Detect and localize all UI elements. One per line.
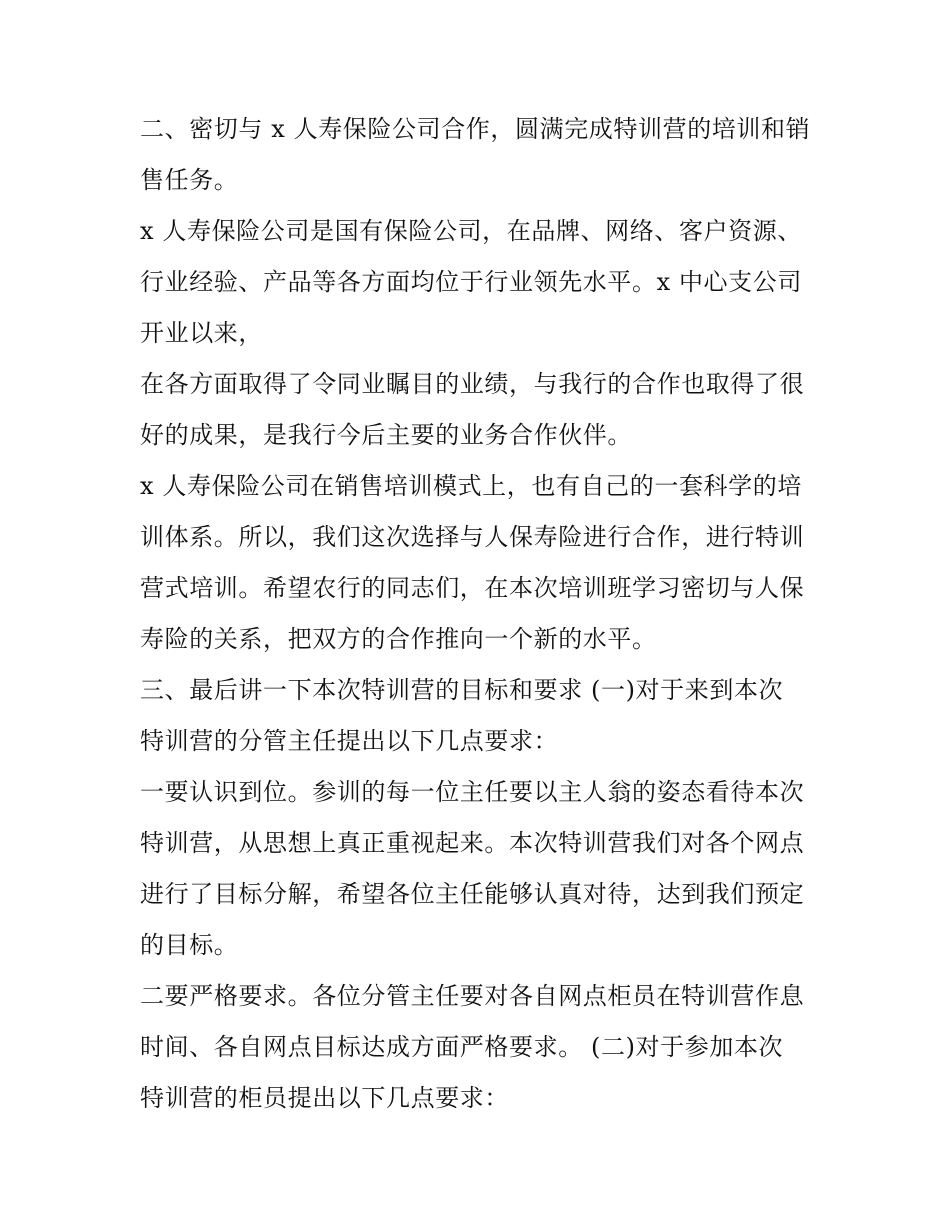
document-body (140, 104, 830, 1124)
text-line: 寿险的关系，把双方的合作推向一个新的水平。 (140, 625, 657, 653)
text-line: 进行了目标分解，希望各位主任能够认真对待，达到我们预定 (140, 880, 805, 908)
text-line: 特训营的柜员提出以下几点要求： (140, 1084, 509, 1112)
text-line: 开业以来， (140, 319, 263, 347)
text-line: 行业经验、产品等各方面均位于行业领先水平。x 中心支公司 (140, 268, 802, 296)
text-line: 的目标。 (140, 931, 239, 959)
text-line: x 人寿保险公司在销售培训模式上，也有自己的一套科学的培 (140, 472, 802, 500)
text-line: 一要认识到位。参训的每一位主任要以主人翁的姿态看待本次 (140, 778, 805, 806)
text-line: 训体系。所以，我们这次选择与人保寿险进行合作，进行特训 (140, 523, 805, 551)
text-line: x 人寿保险公司是国有保险公司，在品牌、网络、客户资源、 (140, 217, 802, 245)
text-line: 售任务。 (140, 166, 239, 194)
text-line: 时间、各自网点目标达成方面严格要求。 (二)对于参加本次 (140, 1033, 784, 1061)
text-line: 三、最后讲一下本次特训营的目标和要求 (一)对于来到本次 (140, 676, 784, 704)
text-line: 在各方面取得了令同业瞩目的业绩，与我行的合作也取得了很 (140, 370, 805, 398)
text-line: 特训营的分管主任提出以下几点要求： (140, 727, 559, 755)
text-line: 好的成果，是我行今后主要的业务合作伙伴。 (140, 421, 632, 449)
text-line: 二、密切与 x 人寿保险公司合作，圆满完成特训营的培训和销 (140, 115, 811, 143)
text-line: 二要严格要求。各位分管主任要对各自网点柜员在特训营作息 (140, 982, 805, 1010)
text-line: 特训营，从思想上真正重视起来。本次特训营我们对各个网点 (140, 829, 805, 857)
text-line: 营式培训。希望农行的同志们，在本次培训班学习密切与人保 (140, 574, 805, 602)
